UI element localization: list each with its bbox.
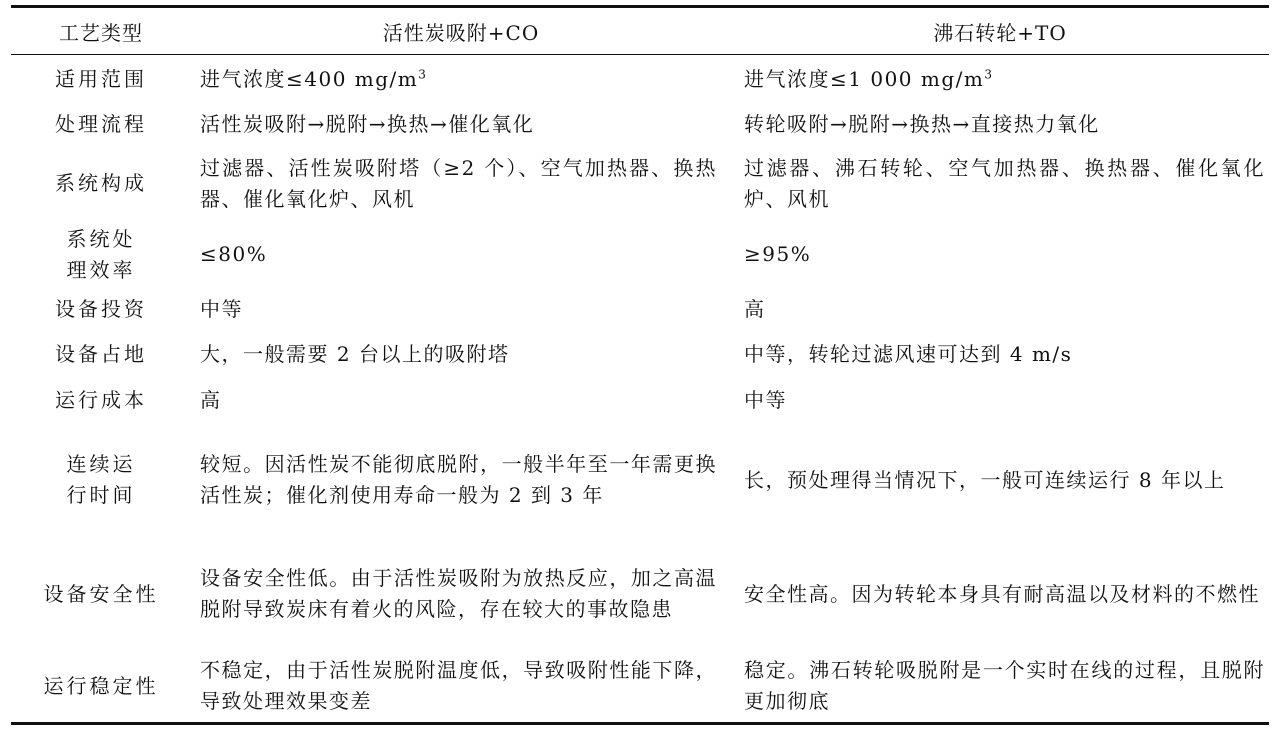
row-label: [11, 145, 191, 222]
cell-superscript: 3: [984, 66, 994, 81]
cell-superscript: 3: [418, 66, 428, 81]
row-label-line: 运行成本: [55, 387, 147, 412]
row-label: [11, 287, 191, 331]
row-label: [11, 650, 191, 724]
table-row: [11, 422, 1269, 538]
header-row: [11, 7, 1269, 55]
row-label-line: 系统构成: [55, 171, 147, 195]
row-label-line: 系统处: [66, 226, 136, 251]
row-label: [11, 103, 191, 145]
cell-activated-carbon: 设备安全性低。由于活性炭吸附为放热反应，加之高温脱附导致炭床有着火的风险，存在较大的事故隐患: [200, 566, 717, 621]
table-row: [11, 287, 1269, 331]
row-label-line: 运行稳定性: [43, 673, 159, 698]
cell-zeolite-rotor: [731, 55, 1269, 104]
cell-activated-carbon: 中等: [200, 296, 243, 321]
table-row: [11, 650, 1269, 724]
row-label: [11, 538, 191, 650]
cell-activated-carbon: 高: [200, 387, 222, 412]
row-label-line: 处理流程: [55, 111, 147, 136]
row-label: [11, 331, 191, 378]
table-row: [11, 103, 1269, 145]
cell-zeolite-rotor: 长，预处理得当情况下，一般可连续运行 8 年以上: [744, 467, 1226, 492]
header-activated-carbon-co: 活性炭吸附+CO: [382, 20, 540, 45]
row-label-line: 设备占地: [55, 342, 147, 366]
cell-zeolite-rotor: 过滤器、沸石转轮、空气加热器、换热器、催化氧化炉、风机: [744, 155, 1265, 211]
cell-zeolite-rotor: 高: [744, 296, 766, 321]
table-row: [11, 378, 1269, 422]
row-label: [11, 378, 191, 422]
row-label-line: 理效率: [66, 257, 136, 282]
cell-activated-carbon: 较短。因活性炭不能彻底脱附，一般半年至一年需更换活性炭；催化剂使用寿命一般为 2 到 3 年: [200, 452, 717, 507]
table-row: [11, 331, 1269, 378]
table-row: [11, 145, 1269, 222]
header-process-type: 工艺类型: [59, 20, 143, 45]
table-row: [11, 222, 1269, 287]
cell-zeolite-rotor: 中等，转轮过滤风速可达到 4 m/s: [744, 342, 1073, 366]
cell-zeolite-rotor: 转轮吸附→脱附→换热→直接热力氧化: [744, 111, 1100, 136]
row-label-line: 适用范围: [55, 66, 147, 91]
header-zeolite-rotor-to: 沸石转轮+TO: [933, 20, 1067, 45]
row-label-line: 行时间: [66, 483, 136, 507]
row-label-line: 设备投资: [55, 296, 147, 321]
cell-zeolite-rotor: 中等: [744, 387, 787, 412]
cell-text: 进气浓度≤1 000 mg/m: [744, 66, 985, 91]
cell-activated-carbon: [191, 55, 731, 104]
row-label-line: 连续运: [66, 452, 136, 476]
row-label: [11, 422, 191, 538]
row-label-line: 设备安全性: [43, 581, 159, 606]
comparison-table: [11, 5, 1269, 725]
table-row: [11, 55, 1269, 104]
cell-activated-carbon: 大，一般需要 2 台以上的吸附塔: [200, 342, 510, 366]
table-row: [11, 538, 1269, 650]
cell-zeolite-rotor: 安全性高。因为转轮本身具有耐高温以及材料的不燃性: [744, 581, 1260, 606]
row-label: [11, 55, 191, 104]
row-label: [11, 222, 191, 287]
cell-activated-carbon: 不稳定，由于活性炭脱附温度低，导致吸附性能下降，导致处理效果变差: [200, 658, 717, 713]
cell-activated-carbon: 过滤器、活性炭吸附塔（≥2 个）、空气加热器、换热器、催化氧化炉、风机: [200, 155, 717, 211]
cell-zeolite-rotor: 稳定。沸石转轮吸脱附是一个实时在线的过程，且脱附更加彻底: [744, 658, 1265, 713]
cell-activated-carbon: 活性炭吸附→脱附→换热→催化氧化: [200, 111, 535, 136]
cell-zeolite-rotor: ≥95%: [744, 242, 812, 266]
cell-activated-carbon: ≤80%: [200, 242, 268, 266]
cell-text: 进气浓度≤400 mg/m: [200, 66, 419, 91]
